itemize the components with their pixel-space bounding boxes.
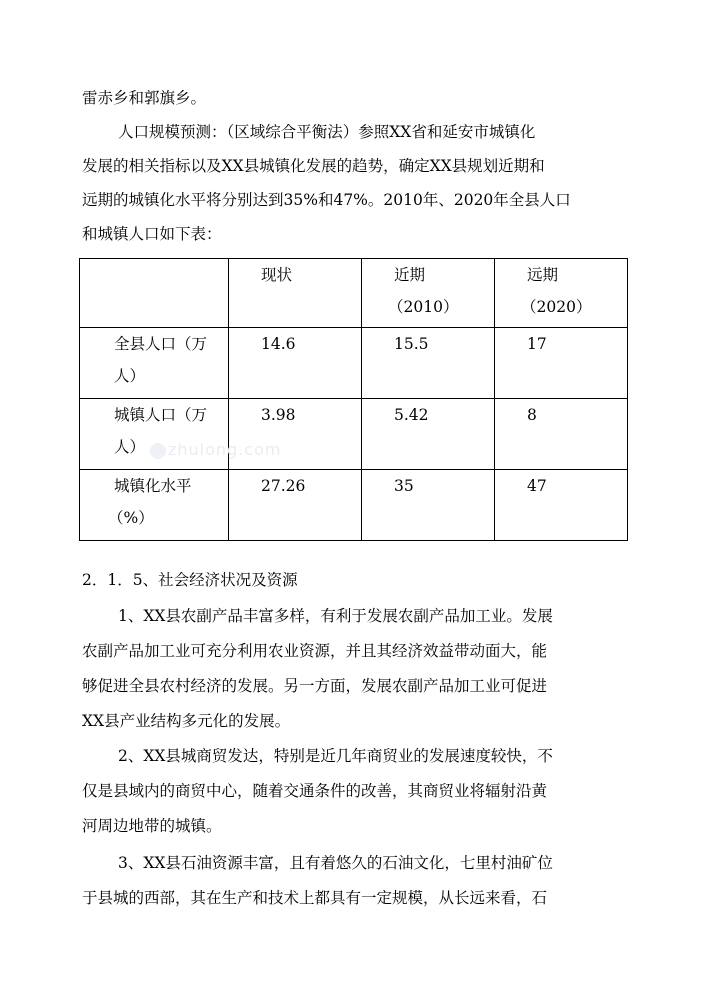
table-header-row: [80, 259, 628, 328]
paragraph-line: 远期的城镇化水平将分别达到35%和47%。2010年、2020年全县人口: [82, 191, 571, 209]
paragraph-line: 和城镇人口如下表：: [82, 225, 222, 243]
population-table: [79, 258, 628, 541]
cell-value: 17: [527, 335, 547, 353]
table-row: [80, 328, 628, 399]
header-near-year: （2010）: [388, 298, 459, 316]
table-cell: [362, 328, 495, 399]
cell-value: 15.5: [394, 335, 429, 353]
row-label: 全县人口（万: [114, 335, 208, 353]
paragraph-line: 雷赤乡和郭旗乡。: [82, 89, 207, 107]
table-row: [80, 470, 628, 541]
header-current: 现状: [261, 266, 293, 284]
table-cell: [495, 328, 628, 399]
table-header-cell: [80, 259, 229, 328]
table-header-cell: [362, 259, 495, 328]
table-cell: [495, 470, 628, 541]
paragraph-line: 河周边地带的城镇。: [82, 817, 222, 835]
table-cell: [495, 399, 628, 470]
cell-value: 27.26: [261, 477, 306, 495]
cell-value: 14.6: [261, 335, 296, 353]
cell-value: 3.98: [261, 406, 296, 424]
paragraph-line: 人口规模预测：（区域综合平衡法）参照XX省和延安市城镇化: [118, 123, 536, 141]
table-cell: [229, 470, 362, 541]
table-cell: [80, 470, 229, 541]
cell-value: 35: [394, 477, 414, 495]
row-label-unit: （%）: [108, 509, 154, 527]
paragraph-line: 3、XX县石油资源丰富，且有着悠久的石油文化，七里村油矿位: [118, 854, 553, 872]
cell-value: 47: [527, 477, 547, 495]
paragraph-line: XX县产业结构多元化的发展。: [82, 712, 291, 730]
paragraph-line: 发展的相关指标以及XX县城镇化发展的趋势，确定XX县规划近期和: [82, 157, 545, 175]
header-near: 近期: [394, 266, 426, 284]
watermark: zhulong.com: [168, 440, 282, 459]
table-row: [80, 399, 628, 470]
table-cell: [362, 399, 495, 470]
cell-value: 8: [527, 406, 537, 424]
row-label: 城镇化水平: [114, 477, 192, 495]
header-far: 远期: [527, 266, 559, 284]
paragraph-line: 农副产品加工业可充分利用农业资源，并且其经济效益带动面大，能: [82, 642, 548, 660]
table-cell: [362, 470, 495, 541]
paragraph-line: 1、XX县农副产品丰富多样，有利于发展农副产品加工业。发展: [118, 607, 553, 625]
table-cell: [229, 328, 362, 399]
paragraph-line: 够促进全县农村经济的发展。另一方面，发展农副产品加工业可促进: [82, 677, 548, 695]
paragraph-line: 2、XX县城商贸发达，特别是近几年商贸业的发展速度较快，不: [118, 747, 553, 765]
paragraph-line: 于县城的西部，其在生产和技术上都具有一定规模，从长远来看，石: [82, 889, 548, 907]
watermark-logo-icon: [150, 443, 166, 459]
row-label-unit: 人）: [114, 438, 146, 456]
row-label-unit: 人）: [114, 367, 146, 385]
section-heading: 2．1．5、社会经济状况及资源: [82, 571, 298, 589]
row-label: 城镇人口（万: [114, 406, 208, 424]
table-cell: [80, 328, 229, 399]
table-header-cell: [495, 259, 628, 328]
header-far-year: （2020）: [521, 298, 592, 316]
cell-value: 5.42: [394, 406, 429, 424]
paragraph-line: 仅是县域内的商贸中心，随着交通条件的改善，其商贸业将辐射沿黄: [82, 782, 548, 800]
table-header-cell: [229, 259, 362, 328]
